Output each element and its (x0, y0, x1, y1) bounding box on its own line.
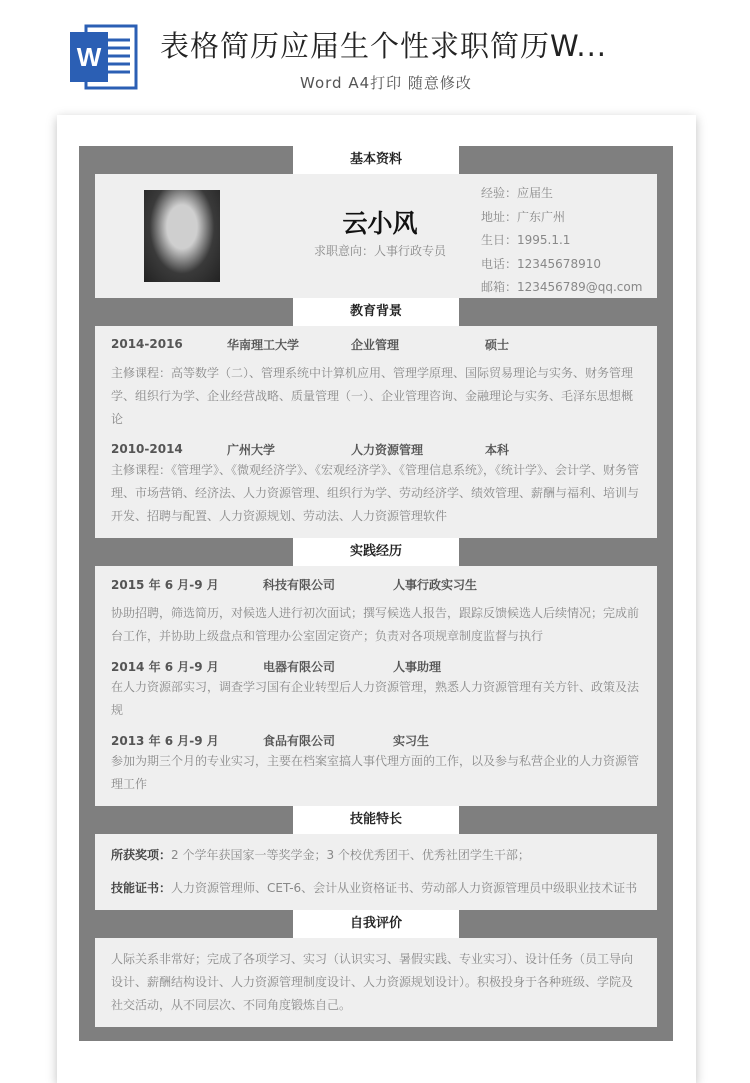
edu-courses: 主修课程：《管理学》、《微观经济学》、《宏观经济学》、《管理信息系统》，《统计学》、会计学、财务管理、市场营销、经济法、人力资源管理、组织行为学、劳动经济学、绩效管理、薪酬与福利、培训与开发、招聘与配置、人力资源规划、劳动法、人力资源管理软件 (111, 463, 640, 523)
certs-line (111, 877, 641, 900)
practice-row (111, 730, 641, 750)
education-panel (95, 326, 657, 538)
basic-panel (95, 174, 657, 298)
resume-page (57, 115, 696, 1083)
document-title: 表格简历应届生个性求职简历W... (160, 29, 608, 63)
edu-degree: 本科 (485, 442, 510, 457)
edu-major: 企业管理 (351, 337, 400, 352)
edu-school: 广州大学 (227, 442, 276, 457)
practice-role: 人事行政实习生 (393, 577, 478, 592)
practice-role: 人事助理 (393, 659, 442, 674)
resume-frame (79, 146, 673, 1041)
practice-row (111, 574, 641, 594)
svg-text:W: W (76, 42, 102, 72)
practice-company: 食品有限公司 (263, 733, 336, 748)
awards-line (111, 844, 641, 867)
self-eval-text: 人际关系非常好；完成了各项学习、实习（认识实习、暑假实践、专业实习）、设计任务（员工导向设计、薪酬结构设计、人力资源管理制度设计、人力资源规划设计）。积极投身于各种班级、学院及社交活动，从不同层次、不同角度锻炼自己。 (95, 938, 657, 1027)
word-icon (68, 20, 138, 92)
section-skills-title: 技能特长 (293, 806, 459, 834)
practice-role: 实习生 (393, 733, 430, 748)
education-row (111, 334, 641, 354)
job-intention: 求职意向：人事行政专员 (313, 244, 446, 258)
contact-info (481, 182, 642, 300)
section-basic-title: 基本资料 (293, 146, 459, 174)
section-self-title: 自我评价 (293, 910, 459, 938)
document-subtitle: Word A4打印 随意修改 (300, 74, 472, 92)
practice-row (111, 656, 641, 676)
profile-name: 云小风 (342, 209, 418, 238)
info-birthday: 生日：1995.1.1 (481, 233, 571, 247)
avatar-photo (144, 190, 220, 282)
awards-text: 2 个学年获国家一等奖学金；3 个校优秀团干、优秀社团学生干部； (171, 848, 530, 862)
awards-label: 所获奖项： (111, 848, 172, 862)
edu-degree: 硕士 (485, 337, 510, 352)
section-practice-title: 实践经历 (293, 538, 459, 566)
practice-period: 2014 年 6 月-9 月 (111, 659, 219, 674)
practice-period: 2015 年 6 月-9 月 (111, 577, 219, 592)
info-experience: 经验：应届生 (481, 186, 554, 200)
practice-desc: 在人力资源部实习，调查学习国有企业转型后人力资源管理，熟悉人力资源管理有关方针、政策及法规 (111, 680, 640, 717)
edu-period: 2010-2014 (111, 442, 183, 456)
edu-period: 2014-2016 (111, 337, 183, 351)
edu-school: 华南理工大学 (227, 337, 300, 352)
practice-company: 电器有限公司 (263, 659, 336, 674)
practice-period: 2013 年 6 月-9 月 (111, 733, 219, 748)
practice-company: 科技有限公司 (263, 577, 336, 592)
skills-panel (95, 834, 657, 910)
edu-courses: 主修课程：高等数学（二）、管理系统中计算机应用、管理学原理、国际贸易理论与实务、财务管理学、组织行为学、企业经营战略、质量管理（一）、企业管理咨询、金融理论与实务、毛泽东思想概论 (111, 366, 634, 426)
info-phone: 电话：12345678910 (481, 256, 601, 271)
practice-desc: 协助招聘，筛选简历，对候选人进行初次面试；撰写候选人报告，跟踪反馈候选人后续情况；完成前台工作，并协助上级盘点和管理办公室固定资产；负责对各项规章制度监督与执行 (111, 606, 640, 643)
certs-label: 技能证书： (111, 881, 172, 895)
edu-major: 人力资源管理 (351, 442, 424, 457)
practice-desc: 参加为期三个月的专业实习，主要在档案室搞人事代理方面的工作，以及参与私营企业的人力资源管理工作 (111, 754, 640, 791)
education-row (111, 439, 641, 459)
certs-text: 人力资源管理师、CET-6、会计从业资格证书、劳动部人力资源管理员中级职业技术证书 (171, 881, 638, 895)
practice-panel (95, 566, 657, 806)
info-address: 地址：广东广州 (481, 209, 566, 224)
section-education-title: 教育背景 (293, 298, 459, 326)
info-email: 邮箱：123456789@qq.com (481, 280, 643, 294)
